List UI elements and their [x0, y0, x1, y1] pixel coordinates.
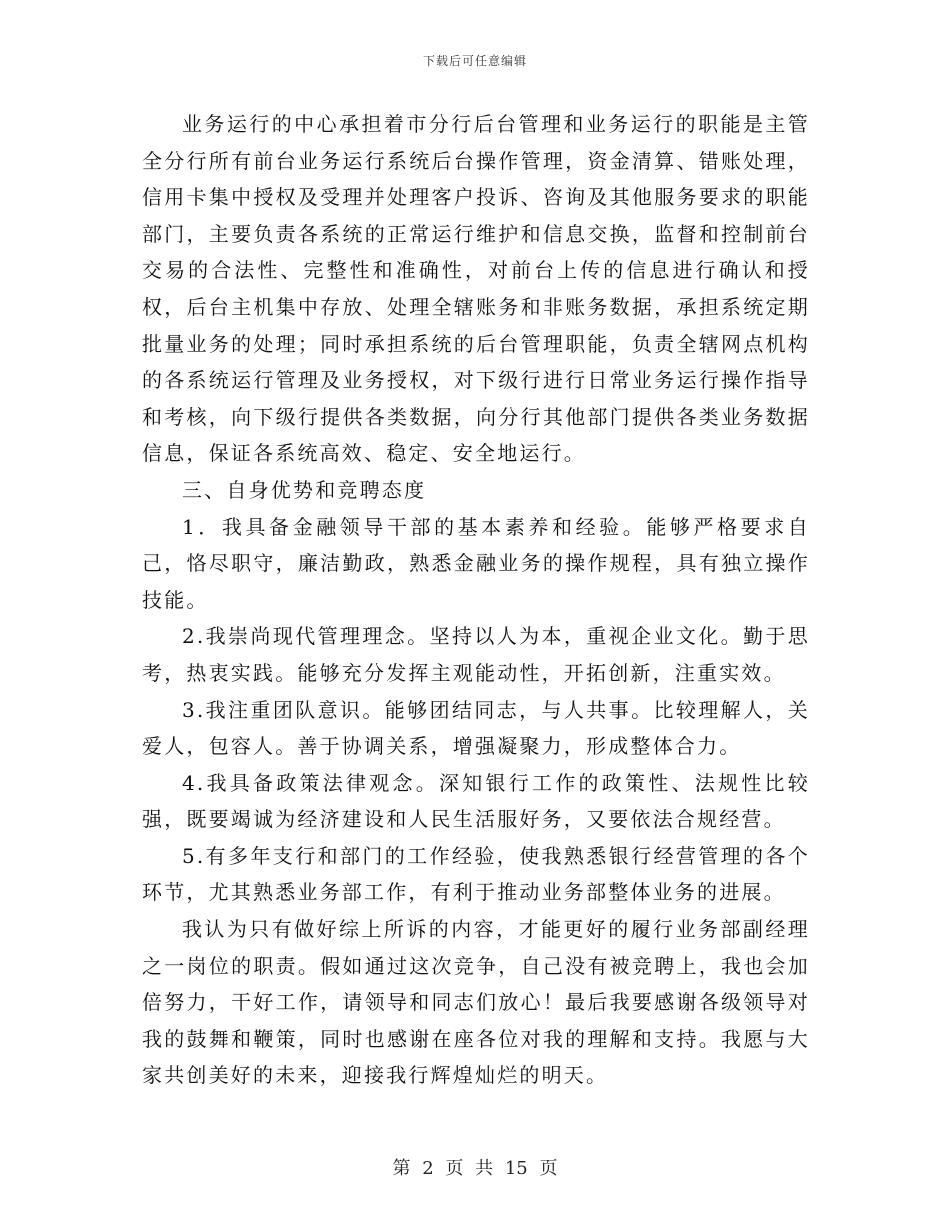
page-number: 第 2 页 共 15 页	[392, 1158, 558, 1179]
header-note: 下载后可任意编辑	[422, 54, 527, 68]
list-item-strength-3: 3.我注重团队意识。能够团结同志，与人共事。比较理解人，关爱人，包容人。善于协调关系，增强凝聚力，形成整体合力。	[142, 697, 810, 759]
list-item-strength-5: 5.有多年支行和部门的工作经验，使我熟悉银行经营管理的各个环节，尤其熟悉业务部工作，有利于推动业务部整体业务的进展。	[142, 843, 810, 905]
paragraph-operations-center: 业务运行的中心承担着市分行后台管理和业务运行的职能是主管全分行所有前台业务运行系统后台操作管理，资金清算、错账处理，信用卡集中授权及受理并处理客户投诉、咨询及其他服务要求的职能部门，主要负责各系统的正常运行维护和信息交换，监督和控制前台交易的合法性、完整性和准确性，对前台上传的信息进行确认和授权，后台主机集中存放、处理全辖账务和非账务数据，承担系统定期批量业务的处理；同时承担系统的后台管理职能，负责全辖网点机构的各系统运行管理及业务授权，对下级行进行日常业务运行操作指导和考核，向下级行提供各类数据，向分行其他部门提供各类业务数据信息，保证各系统高效、稳定、安全地运行。	[142, 112, 810, 466]
document-body	[142, 106, 810, 1094]
list-item-strength-1: 1．我具备金融领导干部的基本素养和经验。能够严格要求自己，恪尽职守，廉洁勤政，熟悉金融业务的操作规程，具有独立操作技能。	[142, 514, 810, 612]
list-item-strength-2: 2.我崇尚现代管理理念。坚持以人为本，重视企业文化。勤于思考，热衷实践。能够充分发挥主观能动性，开拓创新，注重实效。	[142, 624, 810, 685]
section-heading-strengths: 三、自身优势和竞聘态度	[182, 477, 427, 502]
paragraph-closing: 我认为只有做好综上所诉的内容，才能更好的履行业务部副经理之一岗位的职责。假如通过这次竞争，自己没有被竞聘上，我也会加倍努力，干好工作，请领导和同志们放心！最后我要感谢各级领导对我的鼓舞和鞭策，同时也感谢在座各位对我的理解和支持。我愿与大家共创美好的未来，迎接我行辉煌灿烂的明天。	[142, 917, 810, 1088]
list-item-strength-4: 4.我具备政策法律观念。深知银行工作的政策性、法规性比较强，既要竭诚为经济建设和人民生活服好务，又要依法合规经营。	[142, 770, 810, 832]
